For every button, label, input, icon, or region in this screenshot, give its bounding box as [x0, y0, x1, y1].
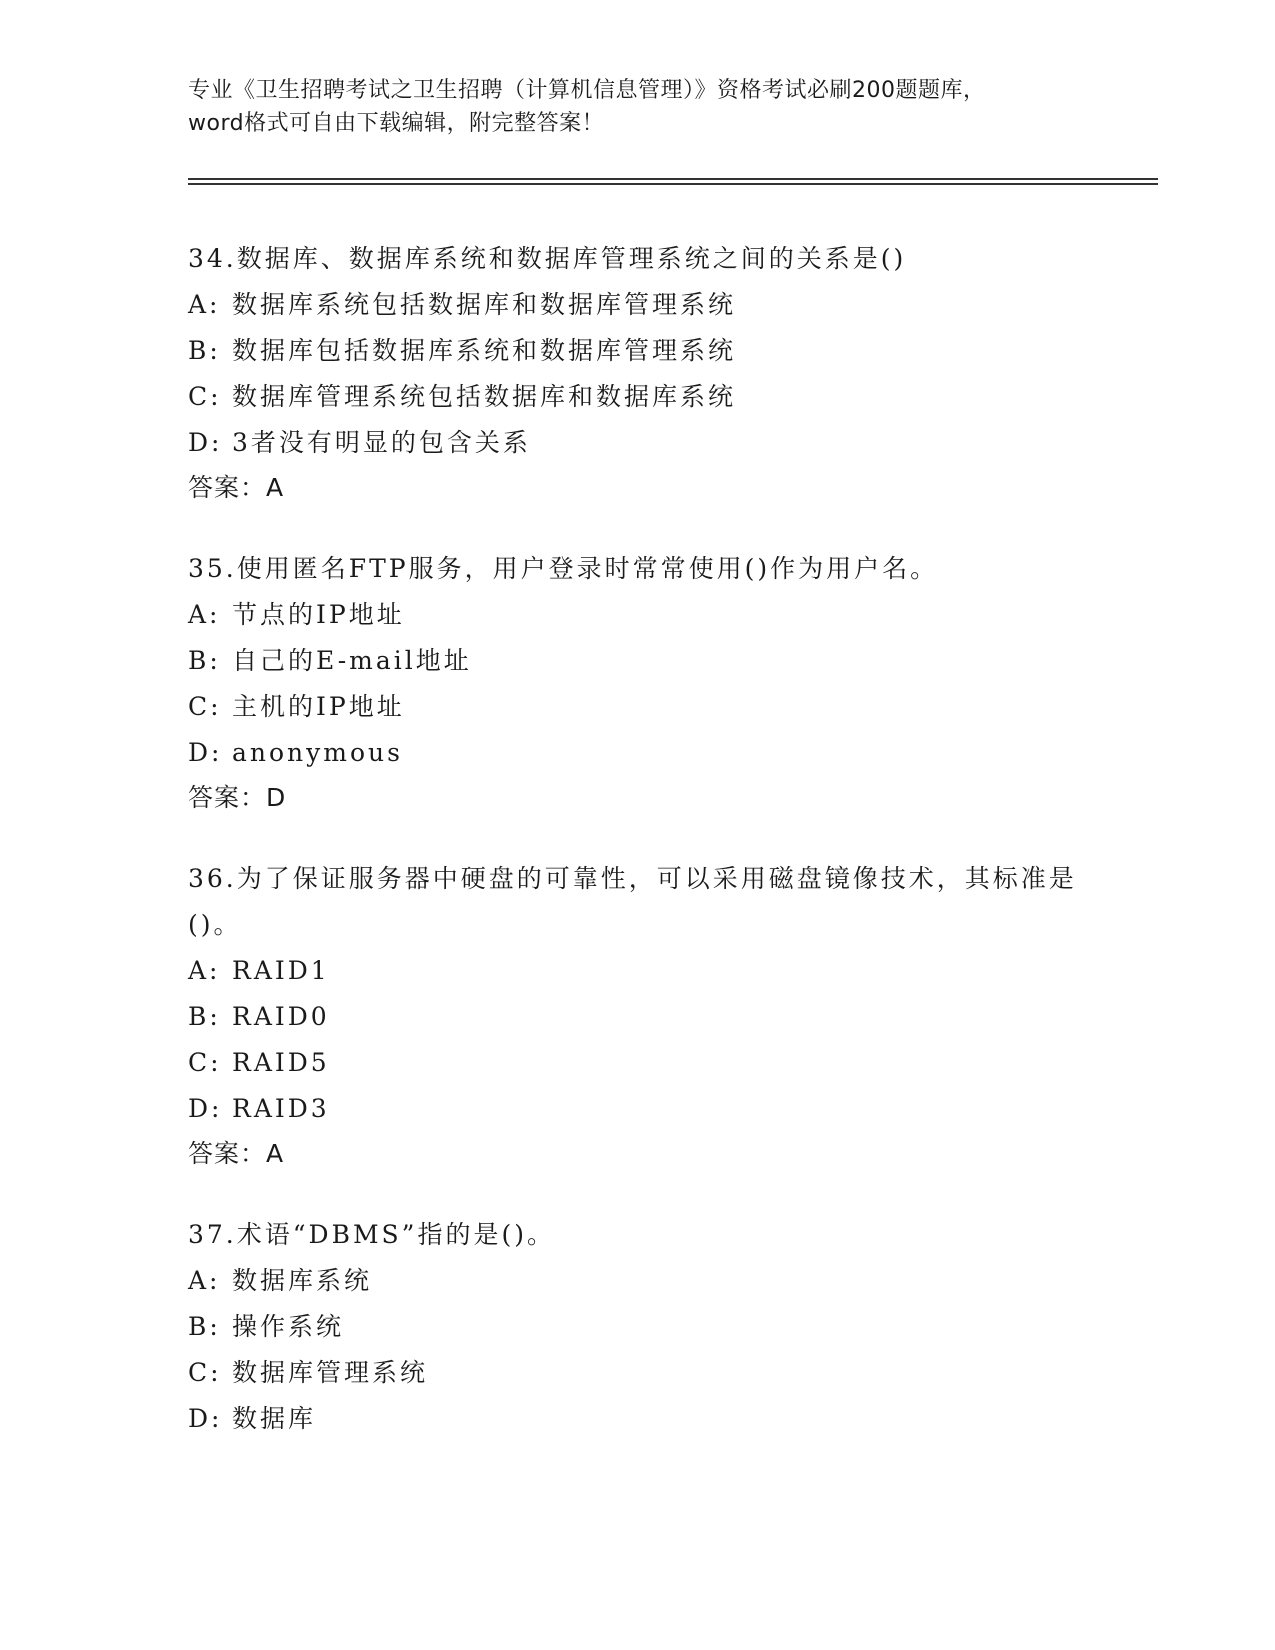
- option-letter: C:: [188, 1358, 222, 1387]
- question-block: [188, 236, 1088, 510]
- question-stem: 37.术语“DBMS”指的是()。: [188, 1220, 555, 1249]
- answer-option: [188, 420, 1088, 466]
- option-letter: B:: [188, 646, 221, 675]
- question-block: [188, 546, 1088, 820]
- answer-option: [188, 638, 1088, 684]
- question-block: [188, 1212, 1088, 1442]
- answer-option: [188, 1350, 1088, 1396]
- option-text: 主机的IP地址: [232, 692, 405, 721]
- answer-option: [188, 730, 1088, 776]
- question-block: [188, 856, 1088, 1176]
- option-letter: D:: [188, 1094, 223, 1123]
- answer-option: [188, 282, 1088, 328]
- option-letter: B:: [188, 1312, 221, 1341]
- answer-key: 答案：D: [188, 783, 287, 812]
- option-letter: C:: [188, 692, 222, 721]
- option-text: RAID0: [232, 1002, 330, 1031]
- answer-option: [188, 1086, 1088, 1132]
- option-letter: D:: [188, 1404, 223, 1433]
- option-text: 数据库系统包括数据库和数据库管理系统: [232, 290, 737, 319]
- option-text: 3者没有明显的包含关系: [232, 428, 531, 457]
- answer-option: [188, 948, 1088, 994]
- question-stem: 34.数据库、数据库系统和数据库管理系统之间的关系是(): [188, 244, 907, 273]
- option-letter: C:: [188, 1048, 222, 1077]
- option-letter: C:: [188, 382, 222, 411]
- header-line-2: word格式可自由下载编辑，附完整答案！: [188, 111, 605, 136]
- option-text: 数据库系统: [232, 1266, 373, 1295]
- question-stem: 36.为了保证服务器中硬盘的可靠性，可以采用磁盘镜像技术，其标准是()。: [188, 864, 1077, 939]
- option-text: 自己的E-mail地址: [232, 646, 472, 675]
- option-text: 数据库管理系统: [232, 1358, 429, 1387]
- question-list: [188, 236, 1088, 1478]
- option-text: RAID3: [232, 1094, 330, 1123]
- option-text: RAID1: [232, 956, 330, 985]
- option-letter: D:: [188, 428, 223, 457]
- option-text: 数据库包括数据库系统和数据库管理系统: [232, 336, 737, 365]
- option-text: 数据库管理系统包括数据库和数据库系统: [232, 382, 737, 411]
- answer-option: [188, 994, 1088, 1040]
- option-text: RAID5: [232, 1048, 330, 1077]
- option-text: 节点的IP地址: [232, 600, 405, 629]
- option-text: 数据库: [232, 1404, 317, 1433]
- option-letter: A:: [188, 956, 221, 985]
- option-letter: A:: [188, 1266, 221, 1295]
- option-letter: B:: [188, 1002, 221, 1031]
- question-stem: 35.使用匿名FTP服务，用户登录时常常使用()作为用户名。: [188, 554, 939, 583]
- answer-key: 答案：A: [188, 1139, 285, 1168]
- option-letter: A:: [188, 290, 221, 319]
- answer-option: [188, 374, 1088, 420]
- answer-option: [188, 1040, 1088, 1086]
- answer-option: [188, 328, 1088, 374]
- answer-option: [188, 1258, 1088, 1304]
- answer-option: [188, 1396, 1088, 1442]
- answer-option: [188, 1304, 1088, 1350]
- answer-option: [188, 684, 1088, 730]
- option-text: 操作系统: [232, 1312, 345, 1341]
- answer-option: [188, 592, 1088, 638]
- option-letter: D:: [188, 738, 223, 767]
- answer-key: 答案：A: [188, 473, 285, 502]
- option-letter: B:: [188, 336, 221, 365]
- header-divider-bottom: [188, 183, 1158, 185]
- option-text: anonymous: [232, 738, 403, 767]
- option-letter: A:: [188, 600, 221, 629]
- document-header: [188, 74, 1088, 140]
- header-line-1: 专业《卫生招聘考试之卫生招聘（计算机信息管理）》资格考试必刷200题题库，: [188, 78, 986, 103]
- header-divider-top: [188, 178, 1158, 180]
